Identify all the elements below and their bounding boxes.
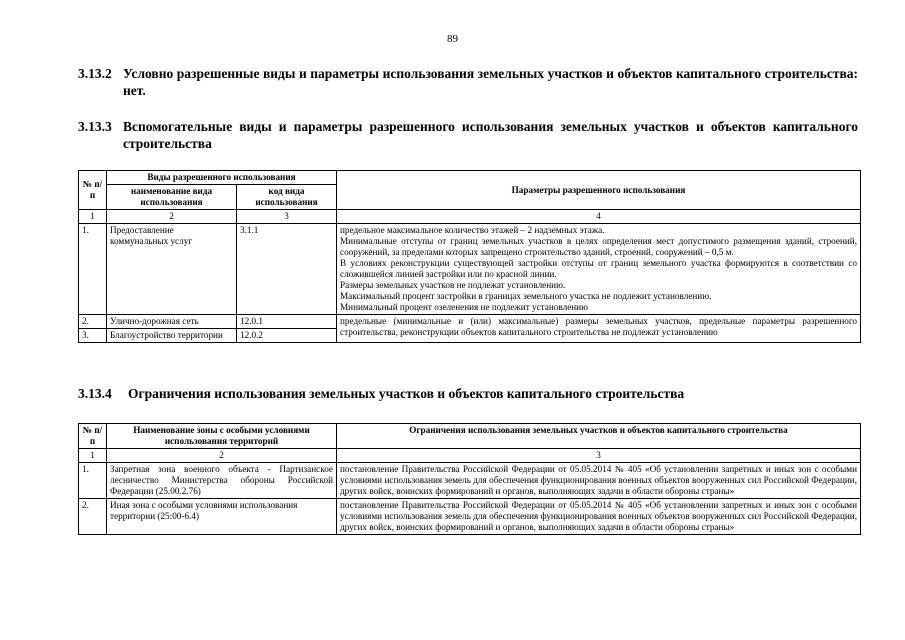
header-zone: Наименование зоны с особыми условиями использования территорий bbox=[107, 424, 337, 449]
table-row bbox=[79, 463, 861, 499]
header-group: Виды разрешенного использования bbox=[107, 171, 337, 185]
row-code: 12.0.1 bbox=[237, 315, 337, 329]
shared-params: предельные (минимальные и (или) максимальные) размеры земельных участков, предельные параметры разрешенного строительства, реконструкции объектов капитального строительства не подлежат установлению bbox=[337, 315, 861, 343]
row-num: 3. bbox=[79, 329, 107, 343]
row-limits: постановление Правительства Российской Федерации от 05.05.2014 № 405 «Об установлении запретных и иных зон с особыми условиями использования земель для обеспечения функционирования военных объектов вооруженных сил Российской Федерации, других войск, воинских формирований и органов, выполняющих задачи в области обороны страны» bbox=[337, 499, 861, 535]
table-row bbox=[79, 315, 861, 329]
table-row bbox=[79, 224, 861, 315]
header-code: код вида использования bbox=[237, 185, 337, 210]
col-number: 1 bbox=[79, 210, 107, 224]
table-row bbox=[79, 499, 861, 535]
col-number: 1 bbox=[79, 449, 107, 463]
row-num: 1. bbox=[79, 463, 107, 499]
col-number: 3 bbox=[337, 449, 861, 463]
section-title: Вспомогательные виды и параметры разрешенного использования земельных участков и объектов капитального строительства bbox=[123, 119, 858, 151]
param-line: Максимальный процент застройки в границах земельного участка не подлежит установлению. bbox=[340, 291, 712, 301]
header-limits: Ограничения использования земельных участков и объектов капитального строительства bbox=[337, 424, 861, 449]
section-number: 3.13.2 bbox=[78, 66, 112, 81]
row-code: 3.1.1 bbox=[237, 224, 337, 315]
section-title: Условно разрешенные виды и параметры использования земельных участков и объектов капитального строительства: нет. bbox=[123, 66, 858, 98]
section-number: 3.13.4 bbox=[78, 386, 112, 401]
header-num: № п/п bbox=[79, 424, 107, 449]
header-params: Параметры разрешенного использования bbox=[337, 171, 861, 210]
row-name: Предоставление коммунальных услуг bbox=[107, 224, 237, 315]
row-zone: Иная зона с особыми условиями использования территории (25:00-6.4) bbox=[107, 499, 337, 535]
param-line: Минимальные отступы от границ земельных участков в целях определения мест допустимого размещения зданий, строений, сооружений, за пределами которых запрещено строительство зданий, строений, сооружений – 0,5 м. bbox=[340, 236, 857, 257]
row-limits: постановление Правительства Российской Федерации от 05.05.2014 № 405 «Об установлении запретных и иных зон с особыми условиями использования земель для обеспечения функционирования военных объектов вооруженных сил Российской Федерации, других войск, воинских формирований и органов, выполняющих задачи в области обороны страны» bbox=[337, 463, 861, 499]
section-title: Ограничения использования земельных участков и объектов капитального строительства bbox=[128, 386, 685, 401]
row-num: 1. bbox=[79, 224, 107, 315]
header-num: № п/п bbox=[79, 171, 107, 210]
param-line: Минимальный процент озеленения не подлежит установлению bbox=[340, 302, 588, 312]
row-num: 2. bbox=[79, 499, 107, 535]
row-name: Улично-дорожная сеть bbox=[107, 315, 237, 329]
permitted-use-table bbox=[78, 170, 861, 343]
col-number: 4 bbox=[337, 210, 861, 224]
section-3-13-4-heading bbox=[78, 385, 858, 402]
row-code: 12.0.2 bbox=[237, 329, 337, 343]
section-3-13-3-heading bbox=[78, 118, 858, 152]
col-number: 2 bbox=[107, 449, 337, 463]
row-name: Благоустройство территории bbox=[107, 329, 237, 343]
section-number: 3.13.3 bbox=[78, 119, 112, 134]
param-line: предельное максимальное количество этажей – 2 надземных этажа. bbox=[340, 225, 605, 235]
header-name: наименование вида использования bbox=[107, 185, 237, 210]
param-line: В условиях реконструкции существующей застройки отступы от границ земельного участка формируются в соответствии со сложившейся линией застройки или по красной линии. bbox=[340, 258, 857, 279]
section-3-13-2-heading bbox=[78, 65, 858, 99]
param-line: Размеры земельных участков не подлежат установлению. bbox=[340, 280, 566, 290]
restrictions-table bbox=[78, 423, 861, 535]
page-number: 89 bbox=[447, 33, 458, 45]
row-num: 2. bbox=[79, 315, 107, 329]
col-number: 2 bbox=[107, 210, 237, 224]
row-zone: Запретная зона военного объекта - Партизанское лесничество Министерства обороны Российской Федерации (25.00.2.76) bbox=[107, 463, 337, 499]
col-number: 3 bbox=[237, 210, 337, 224]
row-params bbox=[337, 224, 861, 315]
